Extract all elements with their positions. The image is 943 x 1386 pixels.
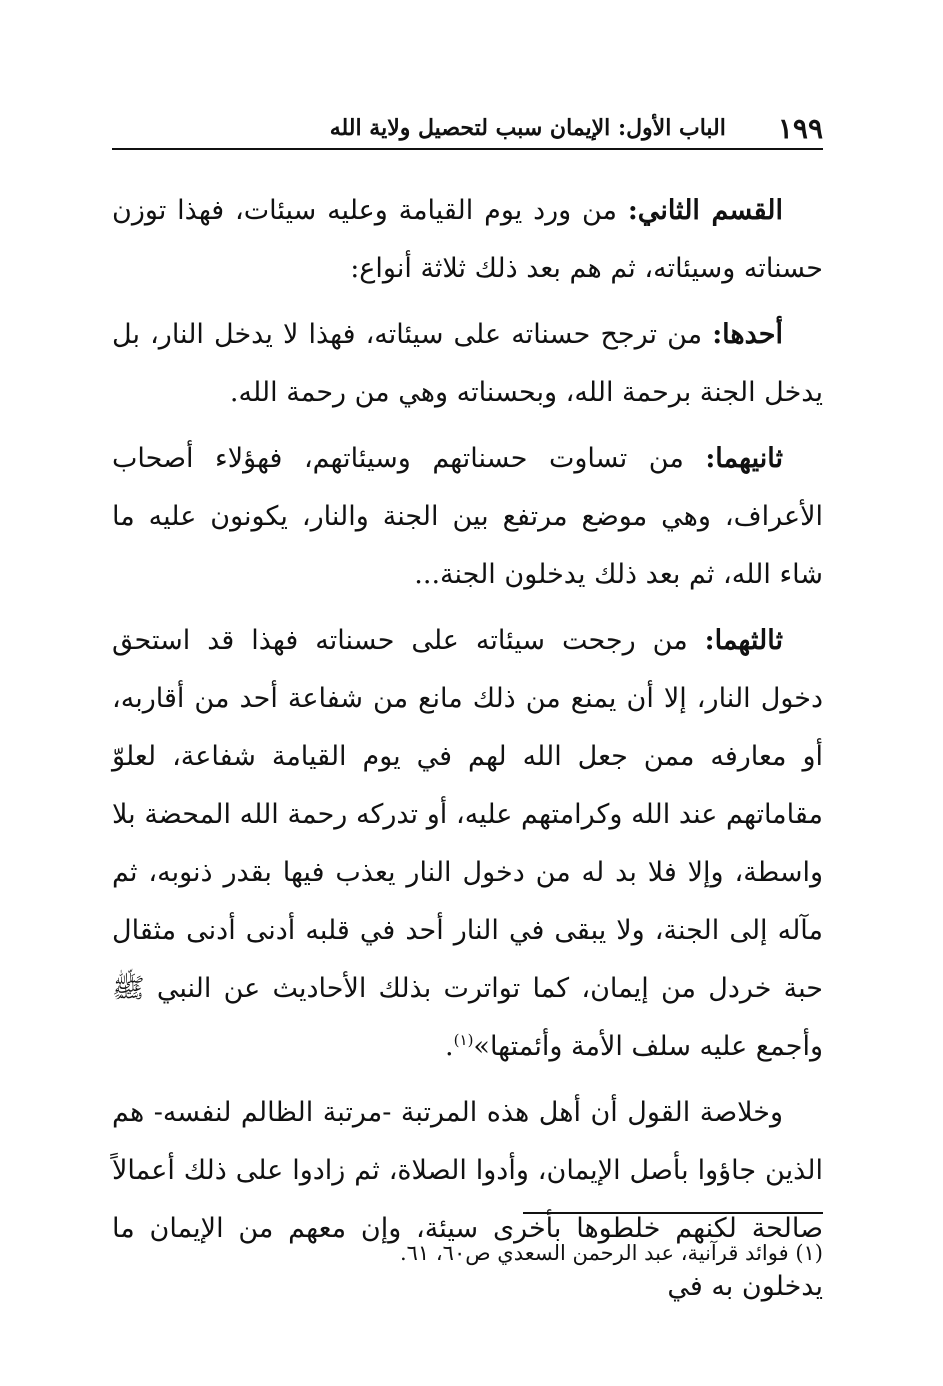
paragraph-third-type [112,612,823,1076]
chapter-title: الباب الأول: الإيمان سبب لتحصيل ولاية الله [329,115,726,141]
footnote: (١) فوائد قرآنية، عبد الرحمن السعدي ص٦٠، ٦١. [399,1241,823,1265]
paragraph-text: من تساوت حسناتهم وسيئاتهم، فهؤلاء أصحاب الأعراف، وهي موضع مرتفع بين الجنة والنار، يكونون عليه ما شاء الله، ثم بعد ذلك يدخلون الجنة... [112,443,823,590]
paragraph-lead: أحدها: [712,319,783,350]
paragraph-second-section [112,182,823,298]
paragraph-lead: ثالثهما: [704,625,783,656]
paragraph-summary [112,1084,823,1316]
paragraph-text: وخلاصة القول أن أهل هذه المرتبة -مرتبة الظالم لنفسه- هم الذين جاؤوا بأصل الإيمان، وأدوا الصلاة، ثم زادوا على ذلك أعمالاً صالحة لكنهم خلطوها بأخرى سيئة، وإن معهم من الإيمان ما يدخلون به في [112,1097,823,1302]
paragraph-lead: ثانيهما: [705,443,783,474]
paragraph-first-type [112,306,823,422]
page-number: ١٩٩ [777,111,823,145]
paragraph-lead: القسم الثاني: [627,195,784,226]
running-header [112,108,823,150]
footnote-divider [523,1212,823,1214]
paragraph-text: من ورد يوم القيامة وعليه سيئات، فهذا توزن حسناته وسيئاته، ثم هم بعد ذلك ثلاثة أنواع: [112,195,823,284]
main-text [112,182,823,1324]
paragraph-end: . [445,1031,454,1062]
paragraph-text: من رجحت سيئاته على حسناته فهذا قد استحق دخول النار، إلا أن يمنع من ذلك مانع من شفاعة أحد من أقاربه، أو معارفه ممن جعل الله لهم في يوم القيامة شفاعة، لعلوّ مقاماتهم عند الله وكرامتهم عليه، أو تدركه رحمة الله المحضة بلا واسطة، وإلا فلا بد له من دخول النار يعذب فيها بقدر ذنوبه، ثم مآله إلى الجنة، ولا يبقى في النار أحد في قلبه أدنى أدنى مثقال حبة خردل من إيمان، كما تواترت بذلك الأحاديث عن النبي ﷺ وأجمع عليه سلف الأمة وأئمتها» [112,625,823,1062]
footnote-reference: (١) [453,1031,474,1049]
paragraph-second-type [112,430,823,604]
paragraph-text: من ترجح حسناته على سيئاته، فهذا لا يدخل النار، بل يدخل الجنة برحمة الله، وبحسناته وهي من رحمة الله. [112,319,823,408]
